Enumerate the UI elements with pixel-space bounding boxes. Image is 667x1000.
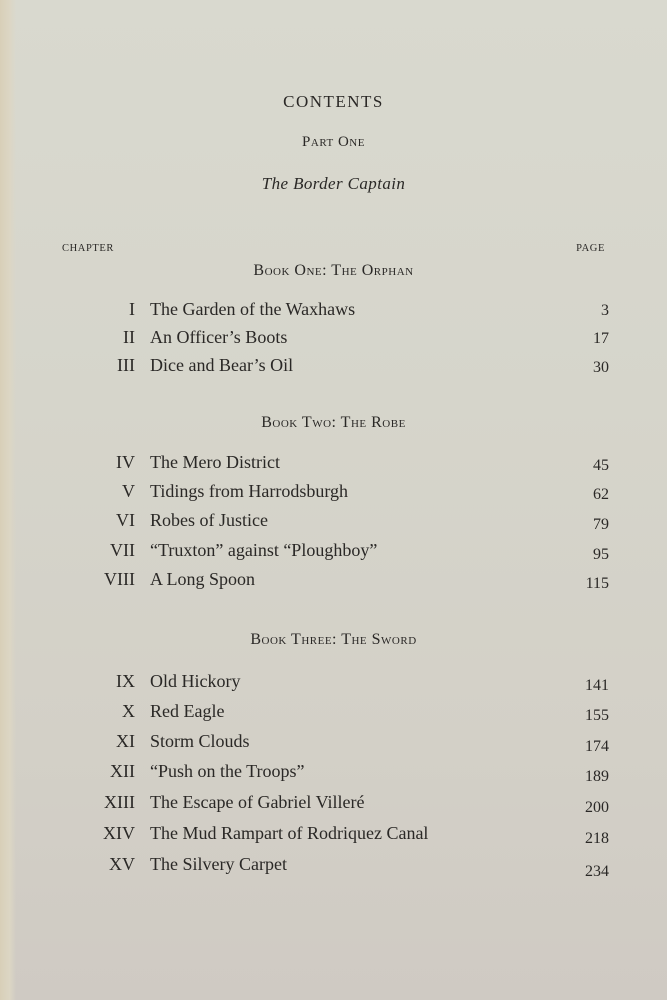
chapter-title: The Mud Rampart of Rodriquez Canal [150,823,429,843]
toc-entry [0,731,667,755]
chapter-number: XII [110,761,135,781]
chapter-page: 200 [585,799,609,816]
chapter-title: An Officer’s Boots [150,327,288,347]
chapter-page: 174 [585,738,609,755]
toc-entry [0,569,667,593]
toc-entry [0,355,667,379]
toc-entry [0,823,667,847]
chapter-title: The Escape of Gabriel Villeré [150,792,365,812]
chapter-title: A Long Spoon [150,569,256,589]
chapter-title: The Garden of the Waxhaws [150,299,356,319]
chapter-page: 155 [585,707,609,724]
contents-heading: CONTENTS [283,92,384,111]
chapter-page: 3 [601,302,609,319]
chapter-page: 62 [593,486,609,503]
chapter-number: XI [116,731,135,751]
toc-entry [0,761,667,785]
chapter-number: VII [110,540,135,560]
chapter-page: 17 [593,330,609,347]
chapter-page: 95 [593,546,609,563]
chapter-title: “Push on the Troops” [150,761,305,781]
chapter-number: V [122,481,135,501]
column-header-chapter: CHAPTER [62,243,115,254]
chapter-number: IV [116,452,135,472]
part-subtitle: The Border Captain [261,174,406,193]
chapter-number: XIII [104,792,135,812]
toc-entry [0,327,667,351]
chapter-number: I [129,299,135,319]
chapter-page: 79 [593,516,609,533]
book-title: Book Three: The Sword [250,631,417,648]
chapter-page: 115 [585,575,609,592]
chapter-title: Red Eagle [150,701,225,721]
part-title: Part One [302,134,365,150]
toc-entry [0,701,667,725]
chapter-number: II [123,327,135,347]
book-title: Book One: The Orphan [253,262,414,279]
toc-entry [0,510,667,534]
chapter-page: 45 [593,457,609,474]
chapter-page: 30 [593,359,609,376]
chapter-page: 189 [585,768,609,785]
toc-entry [0,671,667,695]
chapter-title: Storm Clouds [150,731,250,751]
chapter-number: III [117,355,135,375]
chapter-page: 234 [585,863,609,880]
chapter-number: IX [116,671,135,691]
chapter-number: XIV [103,823,135,843]
chapter-title: Robes of Justice [150,510,268,530]
toc-entry [0,452,667,476]
toc-entry [0,540,667,564]
column-header-page: PAGE [576,243,605,254]
chapter-title: “Truxton” against “Ploughboy” [150,540,378,560]
toc-entry [0,481,667,505]
chapter-page: 141 [585,677,609,694]
chapter-title: Tidings from Harrodsburgh [150,481,349,501]
chapter-number: VI [116,510,135,530]
chapter-number: X [122,701,135,721]
chapter-title: Old Hickory [150,671,241,691]
chapter-title: The Mero District [150,452,280,472]
chapter-page: 218 [585,830,609,847]
chapter-number: VIII [104,569,135,589]
chapter-title: Dice and Bear’s Oil [150,355,294,375]
chapter-number: XV [109,854,135,874]
toc-entry [0,792,667,816]
book-title: Book Two: The Robe [261,414,406,431]
toc-entry [0,299,667,323]
toc-entry [0,854,667,878]
chapter-title: The Silvery Carpet [150,854,287,874]
